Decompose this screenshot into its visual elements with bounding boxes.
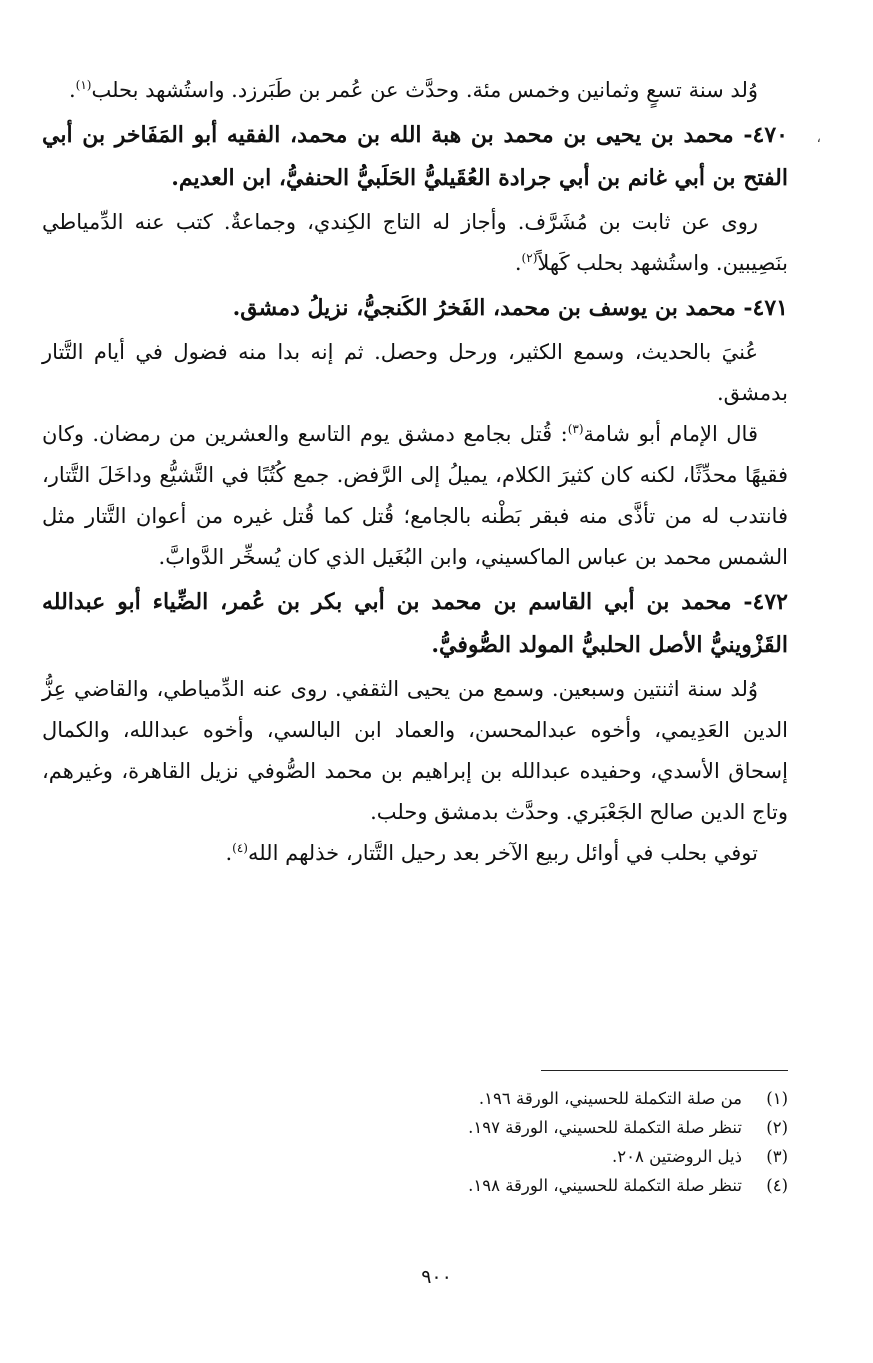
margin-mark: ، — [816, 130, 821, 146]
entry-472-title: محمد بن أبي القاسم بن محمد بن أبي بكر بن عُمر، الضِّياء أبو عبدالله القَزْوينيُّ الأصل الحلبيُّ المولد الصُّوفيُّ. — [42, 589, 788, 658]
footnote-ref-2[interactable]: (٢) — [521, 251, 538, 265]
entry-470-title: محمد بن يحيى بن محمد بن هبة الله بن محمد، الفقيه أبو المَفَاخر بن أبي الفتح بن أبي غانم بن أبي جرادة العُقَيليُّ الحَلَبيُّ الحنفيُّ، ابن العديم. — [42, 122, 788, 191]
entry-472-heading — [42, 581, 788, 667]
footnote-1 — [42, 1084, 788, 1113]
intro-line1: وُلد سنة تسعٍ وثمانين وخمس مئة. وحدَّث عن عُمر بن طَبَرزد. — [231, 78, 758, 102]
entry-471-body2 — [42, 414, 788, 578]
entry-471-title: محمد بن يوسف بن محمد، الفَخرُ الكَنجيُّ، نزيلُ دمشق. — [232, 295, 736, 321]
footnote-text: من صلة التكملة للحسيني، الورقة ١٩٦. — [478, 1089, 742, 1108]
footnote-number: (٣) — [766, 1147, 788, 1166]
entry-471-quote: : قُتل بجامع دمشق يوم التاسع والعشرين من رمضان. وكان فقيهًا محدِّثًا، لكنه كان كثيرَ الكلام، يميلُ إلى الرَّفض. جمع كُتُبًا في التَّشيُّع وداخَلَ التَّتار، فانتدب له من تأذَّى منه فبقر بَطْنه بالجامع؛ قُتل كما قُتل غيره من أعوان التَّتار مثل الشمس محمد بن عباس الماكسيني، وابن البُغَيل الذي كان يُسخِّر الدَّوابَّ. — [42, 422, 788, 569]
entry-472-body2 — [42, 833, 788, 874]
footnote-4 — [42, 1171, 788, 1200]
entry-472-body1: وُلد سنة اثنتين وسبعين. وسمع من يحيى الثقفي. روى عنه الدِّمياطي، والقاضي عِزُّ الدين العَدِيمي، وأخوه عبدالمحسن، والعماد ابن البالسي، وأخوه عبدالله، والكمال إسحاق الأسدي، وحفيده عبدالله بن إبراهيم بن محمد الصُّوفي نزيل القاهرة، وغيرهم، وتاج الدين صالح الجَعْبَري. وحدَّث بدمشق وحلب. — [42, 677, 788, 824]
entry-470-text: روى عن ثابت بن مُشَرَّف. وأجاز له التاج الكِندي، وجماعةٌ. كتب عنه الدِّمياطي بنَصِيبين. واستُشهد بحلب كَهلاً — [42, 210, 788, 275]
entry-470-heading — [42, 114, 788, 200]
footnote-ref-1[interactable]: (١) — [75, 78, 92, 92]
intro-end: . — [68, 78, 76, 102]
entry-471-number: ٤٧١- — [743, 295, 788, 321]
intro-paragraph — [42, 70, 788, 111]
footnote-ref-4[interactable]: (٤) — [232, 841, 248, 855]
footnote-text: تنظر صلة التكملة للحسيني، الورقة ١٩٧. — [468, 1118, 742, 1137]
entry-470-number: ٤٧٠- — [743, 122, 788, 148]
footnote-number: (٤) — [766, 1176, 788, 1195]
footnote-ref-3[interactable]: (٣) — [567, 422, 584, 436]
footnote-number: (١) — [766, 1089, 788, 1108]
footnotes — [42, 1084, 788, 1200]
page-number: ٩٠٠ — [421, 1266, 452, 1288]
footnote-2 — [42, 1113, 788, 1142]
main-text — [42, 70, 788, 874]
entry-472-number: ٤٧٢- — [743, 589, 788, 615]
footnote-text: ذيل الروضتين ٢٠٨. — [612, 1147, 742, 1166]
footnote-number: (٢) — [766, 1118, 788, 1137]
entry-472-death: توفي بحلب في أوائل ربيع الآخر بعد رحيل التَّتار، خذلهم الله — [247, 841, 758, 865]
entry-471-quote-start: قال الإمام أبو شامة — [583, 422, 758, 446]
footnote-text: تنظر صلة التكملة للحسيني، الورقة ١٩٨. — [468, 1176, 742, 1195]
intro-line2: واستُشهد بحلب — [91, 78, 225, 102]
entry-470-end: . — [514, 251, 522, 275]
entry-472-end: . — [225, 841, 233, 865]
entry-471-heading — [42, 287, 788, 330]
footnote-divider — [541, 1070, 788, 1071]
entry-471-body1: عُنيَ بالحديث، وسمع الكثير، ورحل وحصل. ثم إنه بدا منه فضول في أيام التَّتار بدمشق. — [42, 340, 788, 405]
footnote-3 — [42, 1142, 788, 1171]
entry-470-body — [42, 202, 788, 284]
